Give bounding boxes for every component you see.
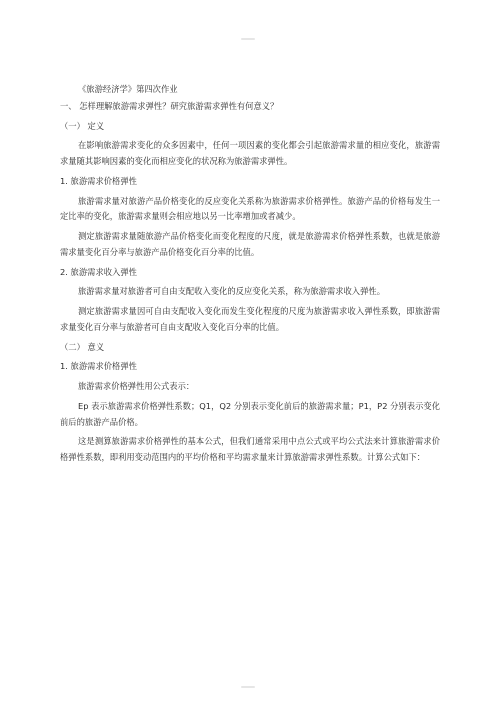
subsection-heading-income-elasticity: 2. 旅游需求收入弹性 (60, 266, 137, 277)
paragraph: Ep 表示旅游需求价格弹性系数；Q1，Q2 分别表示变化前后的旅游需求量；P1，P2 分别表示变化前后的旅游产品价格。 (60, 400, 440, 427)
paragraph: 这是测算旅游需求价格弹性的基本公式，但我们通常采用中点公式或平均公式法来计算旅游需求价格弹性系数，即利用变动范围内的平均价格和平均需求量来计算旅游需求弹性系数。计算公式如下： (60, 436, 440, 462)
footer-mark (241, 686, 255, 688)
document-title: 《旅游经济学》第四次作业 (78, 84, 178, 94)
document-body (60, 82, 440, 470)
paragraph: 测定旅游需求量随旅游产品价格变化而变化程度的尺度，就是旅游需求价格弹性系数，也就是旅游需求量变化百分率与旅游产品价格变化百分率的比值。 (60, 231, 440, 257)
header-mark (241, 38, 255, 40)
paragraph: 旅游需求价格弹性用公式表示： (78, 381, 195, 391)
paragraph: 在影响旅游需求变化的众多因素中，任何一项因素的变化都会引起旅游需求量的相应变化，旅游需求量随其影响因素的变化而相应变化的状况称为旅游需求弹性。 (60, 140, 440, 166)
paragraph: 旅游需求量对旅游者可自由支配收入变化的反应变化关系，称为旅游需求收入弹性。 (78, 286, 385, 297)
subsection-heading-price-elasticity: 1. 旅游需求价格弹性 (60, 175, 137, 186)
question-heading: 一、 怎样理解旅游需求弹性？研究旅游需求弹性有何意义？ (60, 100, 279, 111)
section-heading-significance: （二） 意义 (60, 341, 105, 352)
paragraph: 测定旅游需求量因可自由支配收入变化而发生变化程度的尺度为旅游需求收入弹性系数，即旅游需求量变化百分率与旅游者可自由支配收入变化百分率的比值。 (60, 306, 440, 332)
subsection-heading-price-elasticity-2: 1. 旅游需求价格弹性 (60, 361, 137, 372)
section-heading-definition: （一） 定义 (60, 120, 105, 131)
paragraph: 旅游需求量对旅游产品价格变化的反应变化关系称为旅游需求价格弹性。旅游产品的价格每发生一定比率的变化，旅游需求量则会相应地以另一比率增加或者减少。 (60, 195, 440, 222)
